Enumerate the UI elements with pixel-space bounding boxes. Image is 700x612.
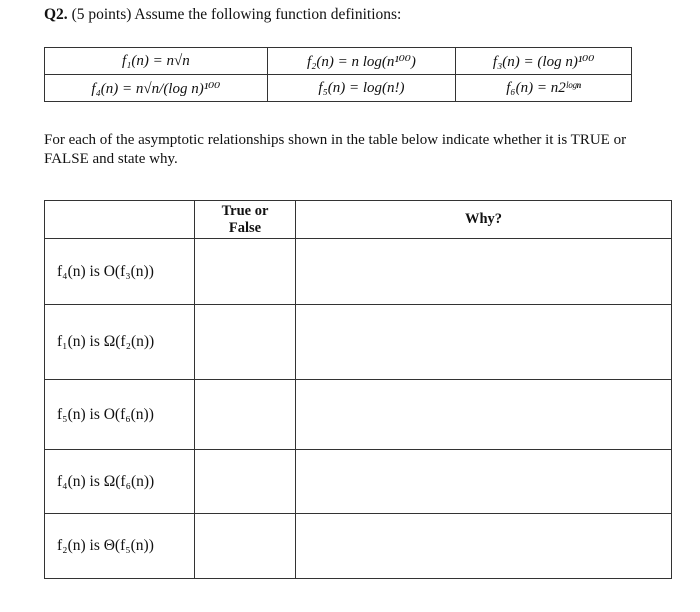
question-heading — [44, 6, 401, 24]
relation-cell: f₅(n) is O(f₆(n)) — [45, 380, 195, 450]
definition-f2: f₂(n) = n log(n¹⁰⁰) — [267, 48, 456, 75]
function-definitions-table — [44, 47, 632, 102]
instructions-text: For each of the asymptotic relationships shown in the table below indicate whether it is TRUE or FALSE and state why. — [44, 132, 627, 167]
table-row — [45, 239, 672, 305]
table-row — [45, 380, 672, 450]
why-cell[interactable] — [296, 514, 672, 579]
definitions-row — [45, 48, 632, 75]
table-row — [45, 514, 672, 579]
header-why: Why? — [296, 201, 672, 239]
true-false-cell[interactable] — [195, 239, 296, 305]
question-text: (5 points) Assume the following function definitions: — [71, 6, 402, 23]
why-cell[interactable] — [296, 239, 672, 305]
relation-cell: f₄(n) is O(f₃(n)) — [45, 239, 195, 305]
table-row — [45, 305, 672, 380]
relation-cell: f₂(n) is Θ(f₅(n)) — [45, 514, 195, 579]
definition-f4: f₄(n) = n√n/(log n)¹⁰⁰ — [45, 75, 268, 102]
definition-f3: f₃(n) = (log n)¹⁰⁰ — [456, 48, 632, 75]
header-relation — [45, 201, 195, 239]
true-false-cell[interactable] — [195, 380, 296, 450]
definition-f1: f₁(n) = n√n — [45, 48, 268, 75]
true-false-cell[interactable] — [195, 305, 296, 380]
true-false-cell[interactable] — [195, 514, 296, 579]
definitions-row — [45, 75, 632, 102]
why-cell[interactable] — [296, 380, 672, 450]
answer-table-header — [45, 201, 672, 239]
question-number: Q2. — [44, 6, 68, 23]
definition-f5: f₅(n) = log(n!) — [267, 75, 456, 102]
true-false-cell[interactable] — [195, 450, 296, 514]
definition-f6: f₆(n) = n2ˡᵒᵍⁿ — [456, 75, 632, 102]
why-cell[interactable] — [296, 450, 672, 514]
why-cell[interactable] — [296, 305, 672, 380]
answer-table — [44, 200, 672, 579]
header-true-false: True or False — [195, 201, 296, 239]
relation-cell: f₄(n) is Ω(f₆(n)) — [45, 450, 195, 514]
relation-cell: f₁(n) is Ω(f₂(n)) — [45, 305, 195, 380]
table-row — [45, 450, 672, 514]
